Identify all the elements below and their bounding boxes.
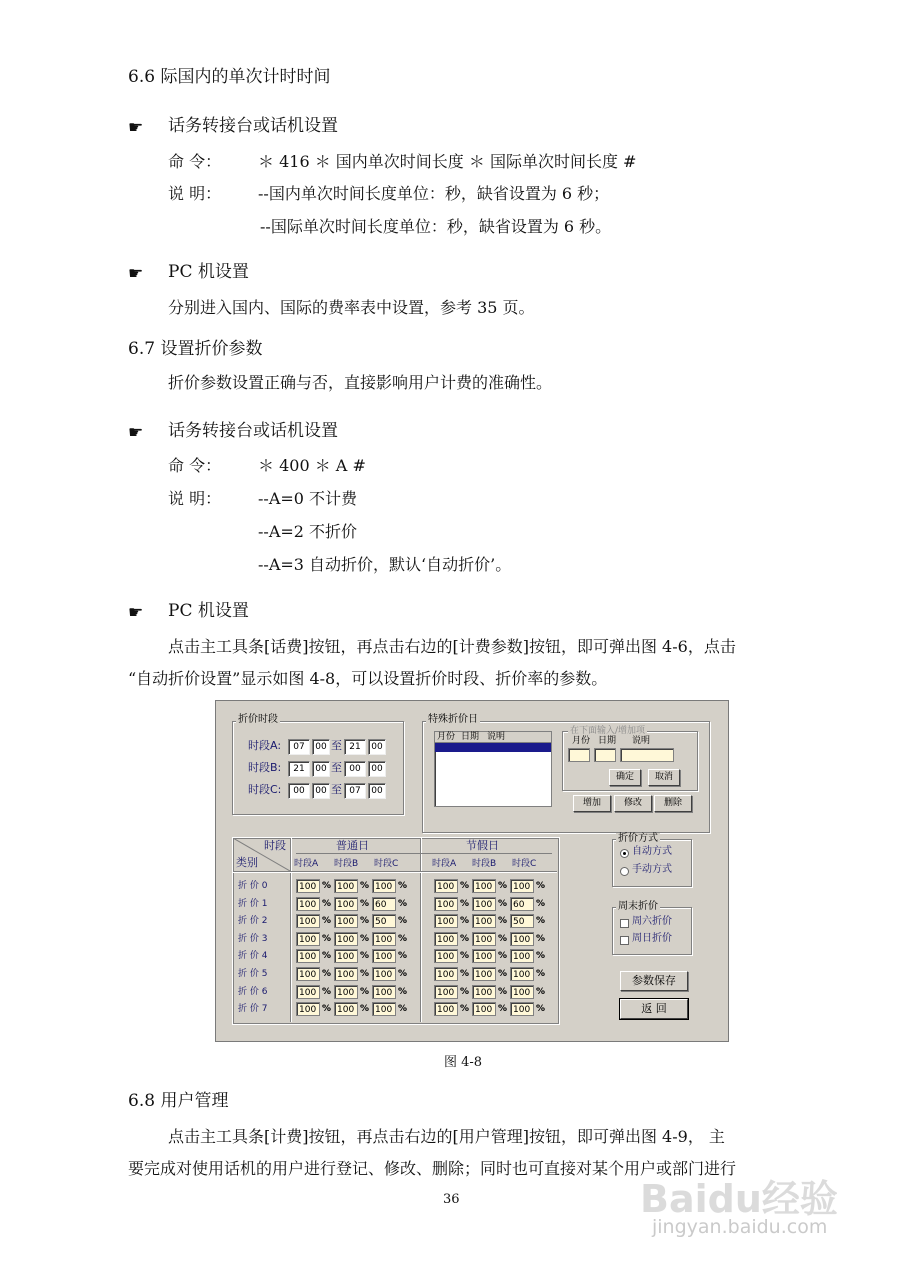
rate-input[interactable]: 100 [334,967,358,981]
rate-input[interactable]: 100 [434,949,458,963]
end-minute-input[interactable]: 00 [368,783,386,799]
sec68-line2: 要完成对使用话机的用户进行登记、修改、删除；同时也可直接对某个用户或部门进行 [128,1159,737,1178]
s4-line1: 点击主工具条[话费]按钮，再点击右边的[计费参数]按钮，即可弹出图 4-6，点击 [168,637,736,656]
rate-input[interactable]: 50 [510,914,534,928]
end-hour-input[interactable]: 21 [344,739,366,755]
percent-sign: % [322,881,332,891]
s1-heading: 话务转接台或话机设置 [168,116,338,136]
percent-sign: % [498,951,508,962]
rate-row-label: 折 价 1 [238,898,268,909]
special-days-list[interactable] [434,731,552,807]
back-button[interactable]: 返 回 [620,999,688,1019]
rate-input[interactable]: 100 [510,1002,534,1016]
s1-note-label: 说 明： [168,184,222,203]
rate-input[interactable]: 100 [472,949,496,963]
percent-sign: % [460,898,470,909]
rate-input[interactable]: 60 [372,897,396,911]
rate-input[interactable]: 100 [372,879,396,893]
saturday-label: 周六折价 [632,916,672,927]
discount-settings-dialog [215,700,729,1042]
period-header: 时段 [264,839,286,852]
pointing-hand-icon: ☛ [128,603,144,623]
delete-button[interactable]: 删除 [654,795,692,812]
rate-input[interactable]: 100 [334,932,358,946]
rate-input[interactable]: 100 [472,932,496,946]
section-6-8-title: 6.8 用户管理 [128,1091,229,1111]
rate-input[interactable]: 100 [472,985,496,999]
rate-input[interactable]: 100 [510,967,534,981]
percent-sign: % [536,951,546,962]
rate-input[interactable]: 100 [296,967,320,981]
percent-sign: % [536,1004,546,1015]
percent-sign: % [460,1004,470,1015]
col-month: 月份 [437,732,456,742]
percent-sign: % [322,986,332,997]
rate-input[interactable]: 100 [472,879,496,893]
rate-row-label: 折 价 2 [238,916,268,927]
rate-input[interactable]: 100 [434,967,458,981]
period-label: 时段B: [248,761,282,774]
desc-input[interactable] [620,748,674,762]
percent-sign: % [398,986,408,997]
day-input[interactable] [594,748,616,762]
percent-sign: % [498,898,508,909]
percent-sign: % [360,933,370,944]
rate-row-label: 折 价 3 [238,933,268,944]
percent-sign: % [398,1004,408,1015]
section-6-6-title: 6.6 际国内的单次计时时间 [128,67,331,87]
percent-sign: % [536,898,546,909]
percent-sign: % [322,1004,332,1015]
col-day: 日期 [461,732,480,742]
percent-sign: % [398,969,408,979]
s2-text: 分别进入国内、国际的费率表中设置，参考 35 页。 [168,298,535,317]
s1-note2: --国际单次时间长度单位：秒，缺省设置为 6 秒。 [260,217,612,236]
confirm-button[interactable]: 确定 [609,769,641,786]
rate-input[interactable]: 100 [472,1002,496,1016]
rate-input[interactable]: 100 [372,932,396,946]
percent-sign: % [398,881,408,891]
s3-note-label: 说 明： [168,489,222,508]
percent-sign: % [460,916,470,927]
rate-input[interactable]: 100 [434,897,458,911]
start-hour-input[interactable]: 21 [288,761,310,777]
selected-row[interactable] [435,743,551,752]
percent-sign: % [498,986,508,997]
start-minute-input[interactable]: 00 [312,783,330,799]
percent-sign: % [360,1004,370,1015]
subcol-header: 时段B [334,859,359,869]
sunday-label: 周日折价 [632,933,672,944]
s3-cmd: ＊ 400 ＊ A # [258,456,366,475]
rate-input[interactable]: 100 [510,879,534,893]
rate-input[interactable]: 100 [472,897,496,911]
rate-input[interactable]: 100 [372,949,396,963]
holiday-header: 节假日 [466,839,499,852]
to-label: 至 [331,739,342,752]
weekend-group-title: 周末折价 [618,901,658,912]
manual-mode-radio[interactable] [620,867,629,876]
rate-input[interactable]: 100 [296,897,320,911]
rate-input[interactable]: 100 [296,932,320,946]
percent-sign: % [322,916,332,927]
rate-input[interactable]: 100 [510,949,534,963]
rate-input[interactable]: 100 [334,1002,358,1016]
col-desc: 说明 [487,732,506,742]
rate-input[interactable]: 100 [434,985,458,999]
percent-sign: % [460,933,470,944]
percent-sign: % [398,933,408,944]
rate-input[interactable]: 100 [372,985,396,999]
rate-input[interactable]: 100 [434,1002,458,1016]
rate-input[interactable]: 100 [296,949,320,963]
subcol-header: 时段B [472,859,497,869]
page-number: 36 [443,1192,460,1207]
percent-sign: % [536,881,546,891]
save-params-button[interactable]: 参数保存 [620,971,688,991]
percent-sign: % [398,898,408,909]
rate-input[interactable]: 100 [510,932,534,946]
add-button[interactable]: 增加 [573,795,611,812]
percent-sign: % [360,951,370,962]
s4-heading: PC 机设置 [168,601,249,621]
percent-sign: % [460,969,470,979]
figure-caption: 图 4-8 [444,1055,483,1070]
rate-row-label: 折 价 6 [238,986,268,997]
start-minute-input[interactable]: 00 [312,761,330,777]
rate-input[interactable]: 100 [296,985,320,999]
end-minute-input[interactable]: 00 [368,761,386,777]
modify-button[interactable]: 修改 [614,795,652,812]
end-minute-input[interactable]: 00 [368,739,386,755]
month-input[interactable] [568,748,590,762]
subcol-header: 时段A [294,859,319,869]
percent-sign: % [498,969,508,979]
saturday-checkbox[interactable] [620,919,629,928]
rate-input[interactable]: 60 [510,897,534,911]
percent-sign: % [360,986,370,997]
percent-sign: % [360,898,370,909]
percent-sign: % [322,951,332,962]
rate-input[interactable]: 100 [510,985,534,999]
s3-note2: --A=2 不折价 [258,522,358,541]
end-hour-input[interactable]: 07 [344,783,366,799]
cancel-button[interactable]: 取消 [648,769,680,786]
s1-cmd-label: 命 令： [168,152,222,171]
percent-sign: % [536,933,546,944]
input-col-day: 日期 [598,736,617,746]
percent-sign: % [498,881,508,891]
percent-sign: % [322,933,332,944]
s4-line2: “自动折价设置”显示如图 4-8，可以设置折价时段、折价率的参数。 [128,669,608,688]
rate-input[interactable]: 100 [334,897,358,911]
percent-sign: % [536,969,546,979]
percent-sign: % [498,1004,508,1015]
rate-input[interactable]: 100 [434,932,458,946]
start-hour-input[interactable]: 00 [288,783,310,799]
input-col-desc: 说明 [632,736,651,746]
percent-sign: % [398,951,408,962]
percent-sign: % [360,916,370,927]
rate-input[interactable]: 50 [372,914,396,928]
percent-sign: % [360,881,370,891]
rate-input[interactable]: 100 [334,949,358,963]
subcol-header: 时段A [432,859,457,869]
period-label: 时段A: [248,739,282,752]
periods-group-title: 折价时段 [238,714,278,725]
sec68-line1: 点击主工具条[计费]按钮，再点击右边的[用户管理]按钮，即可弹出图 4-9， 主 [168,1127,725,1146]
percent-sign: % [460,986,470,997]
period-label: 时段C: [248,783,282,796]
percent-sign: % [460,951,470,962]
input-group-title: 在下面输入/增加项 [570,726,646,736]
rate-input[interactable]: 100 [434,879,458,893]
mode-group-title: 折价方式 [618,833,658,844]
pointing-hand-icon: ☛ [128,118,144,138]
end-hour-input[interactable]: 00 [344,761,366,777]
percent-sign: % [498,933,508,944]
input-col-month: 月份 [572,736,591,746]
start-minute-input[interactable]: 00 [312,739,330,755]
sunday-checkbox[interactable] [620,936,629,945]
s3-heading: 话务转接台或话机设置 [168,421,338,441]
rate-input[interactable]: 100 [296,879,320,893]
rate-input[interactable]: 100 [434,914,458,928]
s3-cmd-label: 命 令： [168,456,222,475]
s3-note3: --A=3 自动折价，默认‘自动折价’。 [258,555,512,574]
percent-sign: % [322,898,332,909]
s1-note1: --国内单次时间长度单位：秒，缺省设置为 6 秒； [258,184,610,203]
normal-day-header: 普通日 [336,839,369,852]
rate-input[interactable]: 100 [472,967,496,981]
rate-input[interactable]: 100 [372,1002,396,1016]
s2-heading: PC 机设置 [168,262,249,282]
subcol-header: 时段C [512,859,537,869]
watermark-url: jingyan.baidu.com [652,1216,828,1238]
rate-input[interactable]: 100 [296,914,320,928]
rate-input[interactable]: 100 [334,985,358,999]
percent-sign: % [460,881,470,891]
sec67-text: 折价参数设置正确与否，直接影响用户计费的准确性。 [168,373,553,392]
rate-input[interactable]: 100 [334,914,358,928]
to-label: 至 [331,761,342,774]
pointing-hand-icon: ☛ [128,264,144,284]
s1-cmd: ＊ 416 ＊ 国内单次时间长度 ＊ 国际单次时间长度 # [258,152,637,171]
percent-sign: % [498,916,508,927]
pointing-hand-icon: ☛ [128,423,144,443]
section-6-7-title: 6.7 设置折价参数 [128,339,263,359]
rate-input[interactable]: 100 [472,914,496,928]
watermark-brand: Baidu经验 [640,1177,838,1221]
special-days-group-title: 特殊折价日 [428,714,478,725]
rate-row-label: 折 价 7 [238,1004,268,1015]
subcol-header: 时段C [374,859,399,869]
start-hour-input[interactable]: 07 [288,739,310,755]
type-header: 类别 [236,856,258,869]
percent-sign: % [322,969,332,979]
rate-input[interactable]: 100 [296,1002,320,1016]
rate-row-label: 折 价 4 [238,951,268,962]
percent-sign: % [398,916,408,927]
rate-input[interactable]: 100 [334,879,358,893]
rate-input[interactable]: 100 [372,967,396,981]
percent-sign: % [536,986,546,997]
auto-mode-label: 自动方式 [632,846,672,857]
rate-row-label: 折 价 0 [238,881,268,891]
manual-mode-label: 手动方式 [632,864,672,875]
percent-sign: % [360,969,370,979]
to-label: 至 [331,783,342,796]
percent-sign: % [536,916,546,927]
rate-row-label: 折 价 5 [238,969,268,979]
auto-mode-radio[interactable] [620,849,629,858]
s3-note1: --A=0 不计费 [258,489,358,508]
